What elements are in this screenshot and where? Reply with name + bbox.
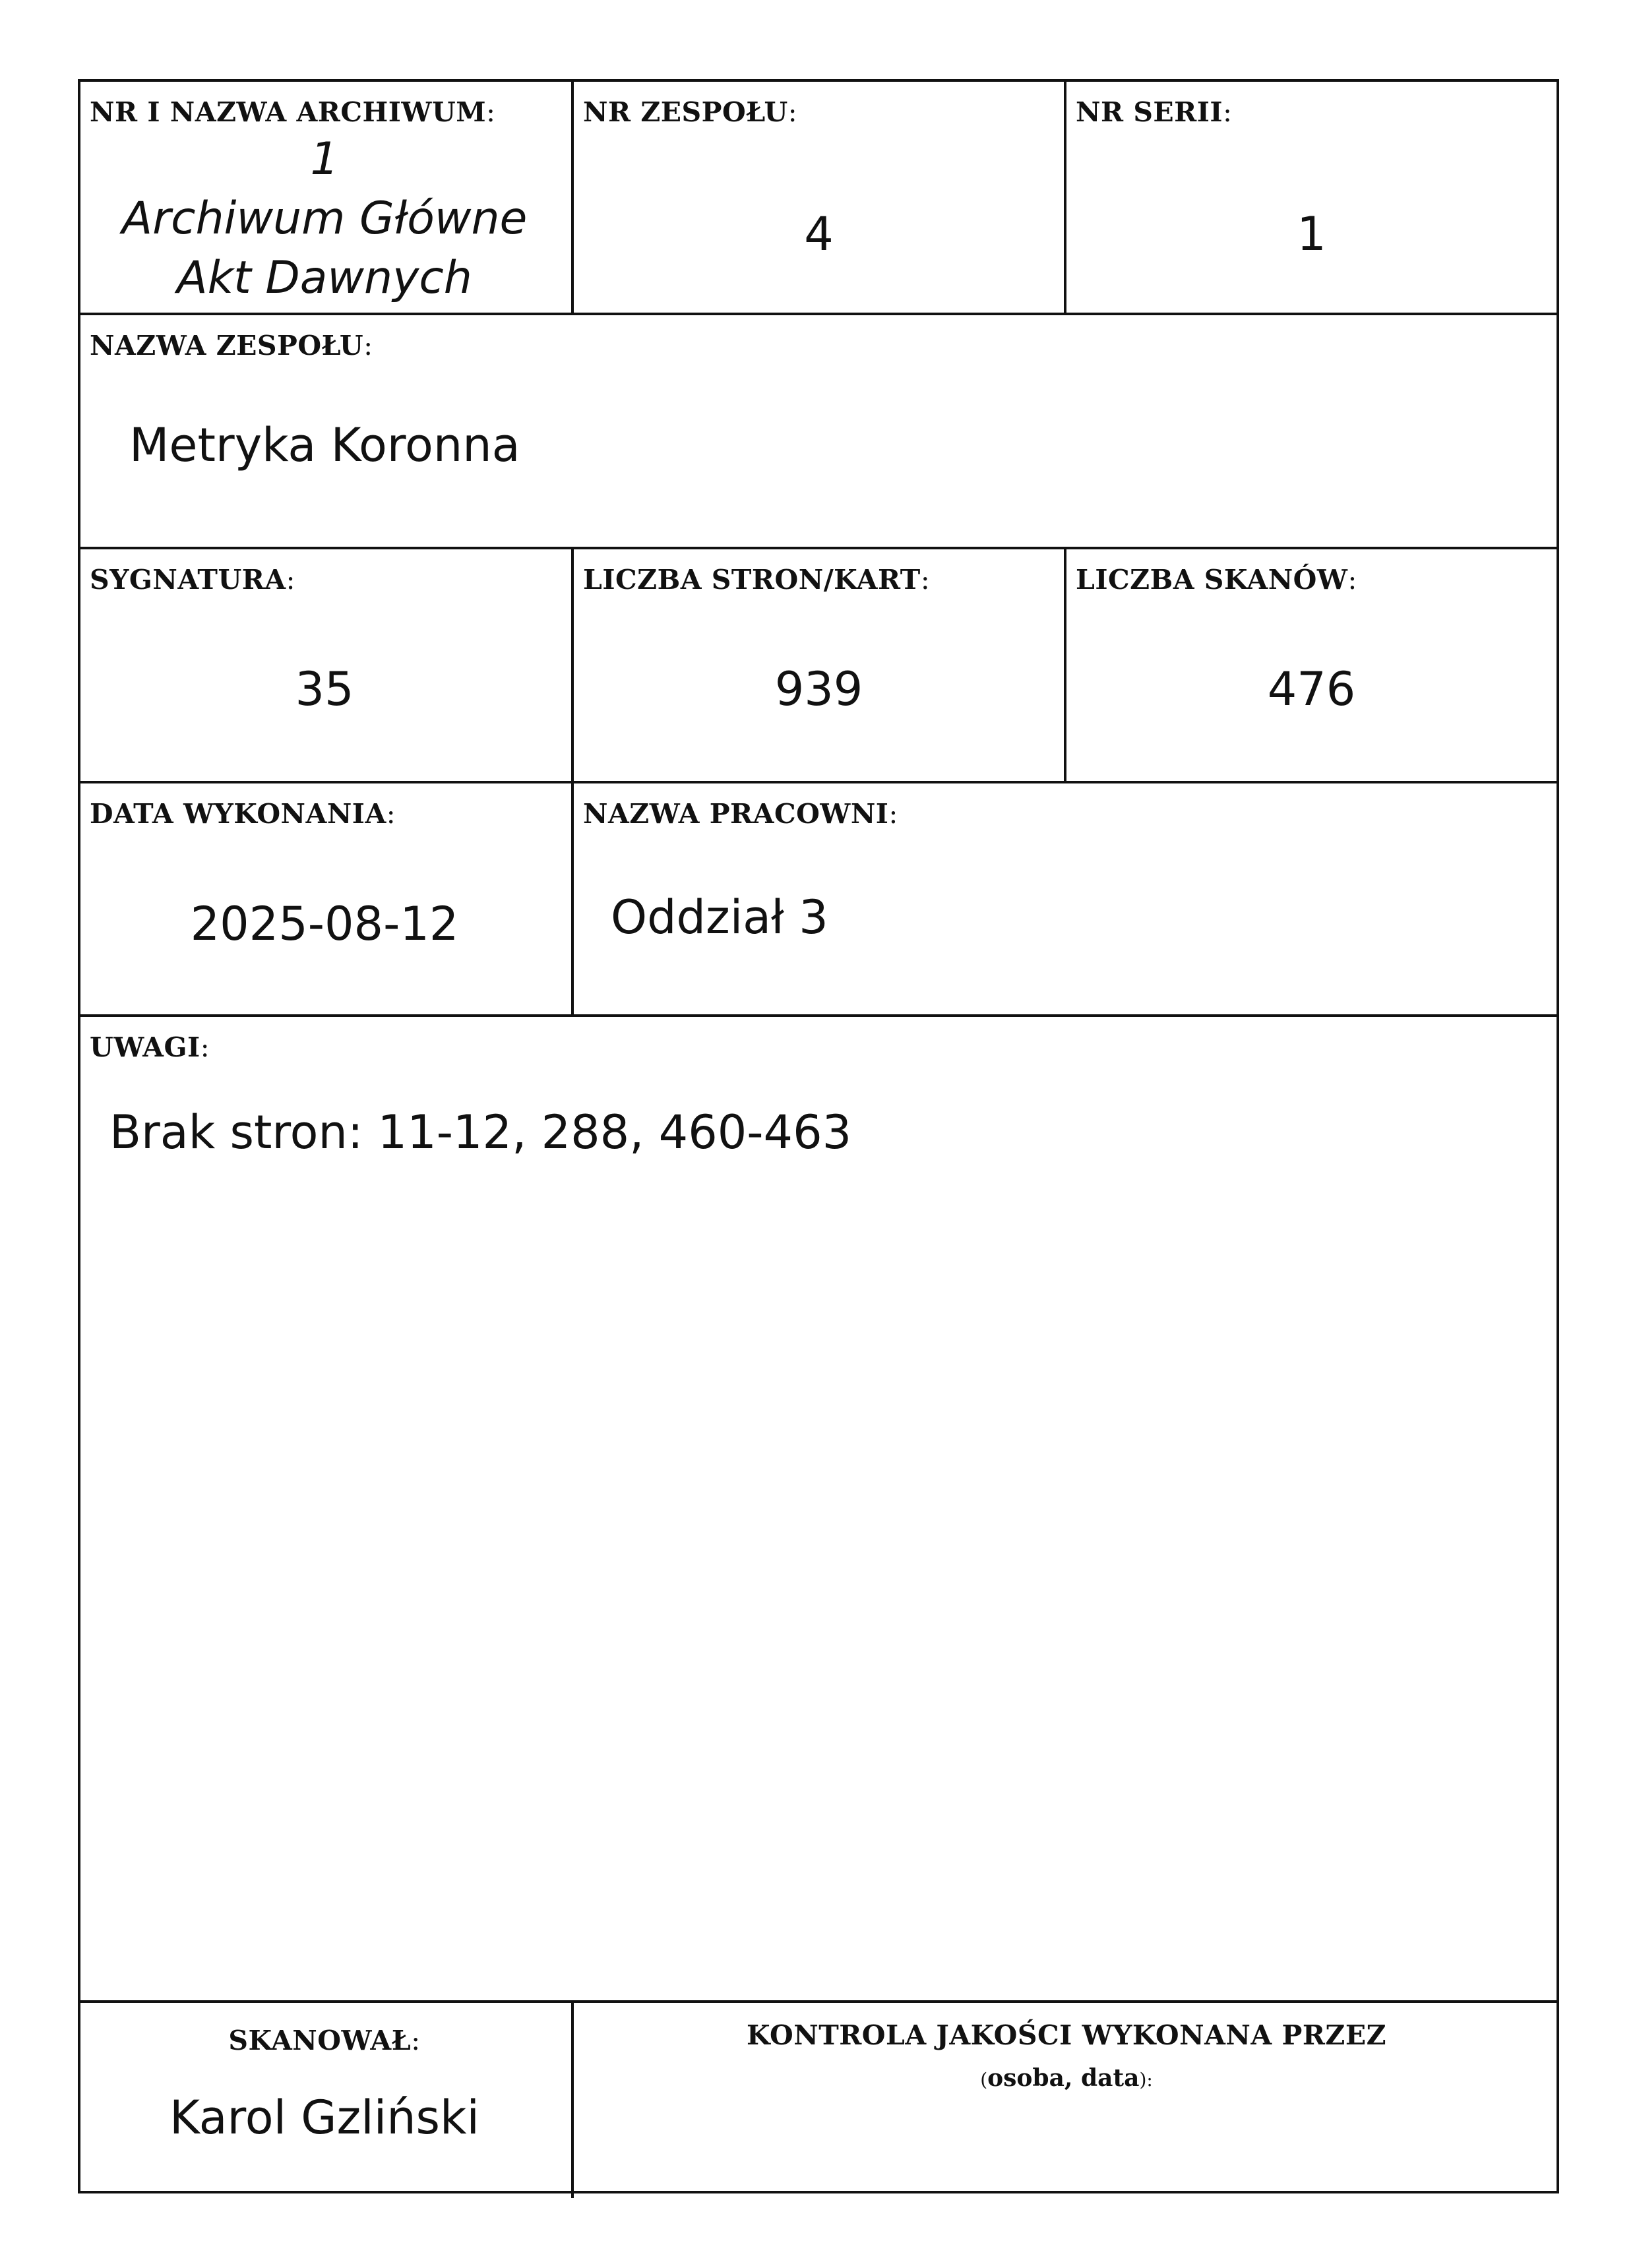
col-divider-row1-a — [571, 82, 574, 314]
quality-control-sublabel: (osoba, data): — [980, 2064, 1153, 2092]
workshop-label: NAZWA PRACOWNI: — [583, 798, 898, 830]
page-count-value: 939 — [774, 662, 863, 716]
archive-name-line2: Akt Dawnych — [177, 252, 472, 304]
scan-count-value: 476 — [1267, 662, 1356, 716]
col-divider-row1-b — [1064, 82, 1066, 314]
collection-name-value: Metryka Koronna — [129, 418, 520, 472]
execution-date-value: 2025-08-12 — [190, 897, 459, 951]
row-divider-4 — [80, 1014, 1557, 1017]
scanned-by-label: SKANOWAŁ: — [228, 2025, 421, 2056]
page-count-label: LICZBA STRON/KART: — [583, 564, 931, 596]
series-number-label: NR SERII: — [1076, 96, 1233, 128]
row-divider-5 — [80, 2000, 1557, 2003]
collection-name-label: NAZWA ZESPOŁU: — [90, 330, 373, 361]
remarks-value: Brak stron: 11-12, 288, 460-463 — [109, 1105, 852, 1159]
collection-number-value: 4 — [804, 207, 834, 261]
workshop-value: Oddział 3 — [611, 890, 828, 944]
signature-label: SYGNATURA: — [90, 564, 295, 596]
remarks-label: UWAGI: — [90, 1031, 210, 1063]
col-divider-row4 — [571, 781, 574, 1016]
row-divider-1 — [80, 313, 1557, 315]
metadata-form — [78, 79, 1559, 2193]
signature-value: 35 — [295, 662, 354, 716]
row-divider-2 — [80, 547, 1557, 549]
row-divider-3 — [80, 781, 1557, 783]
archive-label: NR I NAZWA ARCHIWUM: — [90, 96, 496, 128]
series-number-value: 1 — [1297, 207, 1326, 261]
scanned-by-value: Karol Gzliński — [169, 2091, 480, 2145]
archive-name-line1: Archiwum Główne — [121, 193, 528, 245]
quality-control-label: KONTROLA JAKOŚCI WYKONANA PRZEZ — [746, 2019, 1386, 2051]
archive-number: 1 — [310, 133, 339, 185]
scan-count-label: LICZBA SKANÓW: — [1076, 564, 1357, 596]
execution-date-label: DATA WYKONANIA: — [90, 798, 396, 830]
collection-number-label: NR ZESPOŁU: — [583, 96, 798, 128]
